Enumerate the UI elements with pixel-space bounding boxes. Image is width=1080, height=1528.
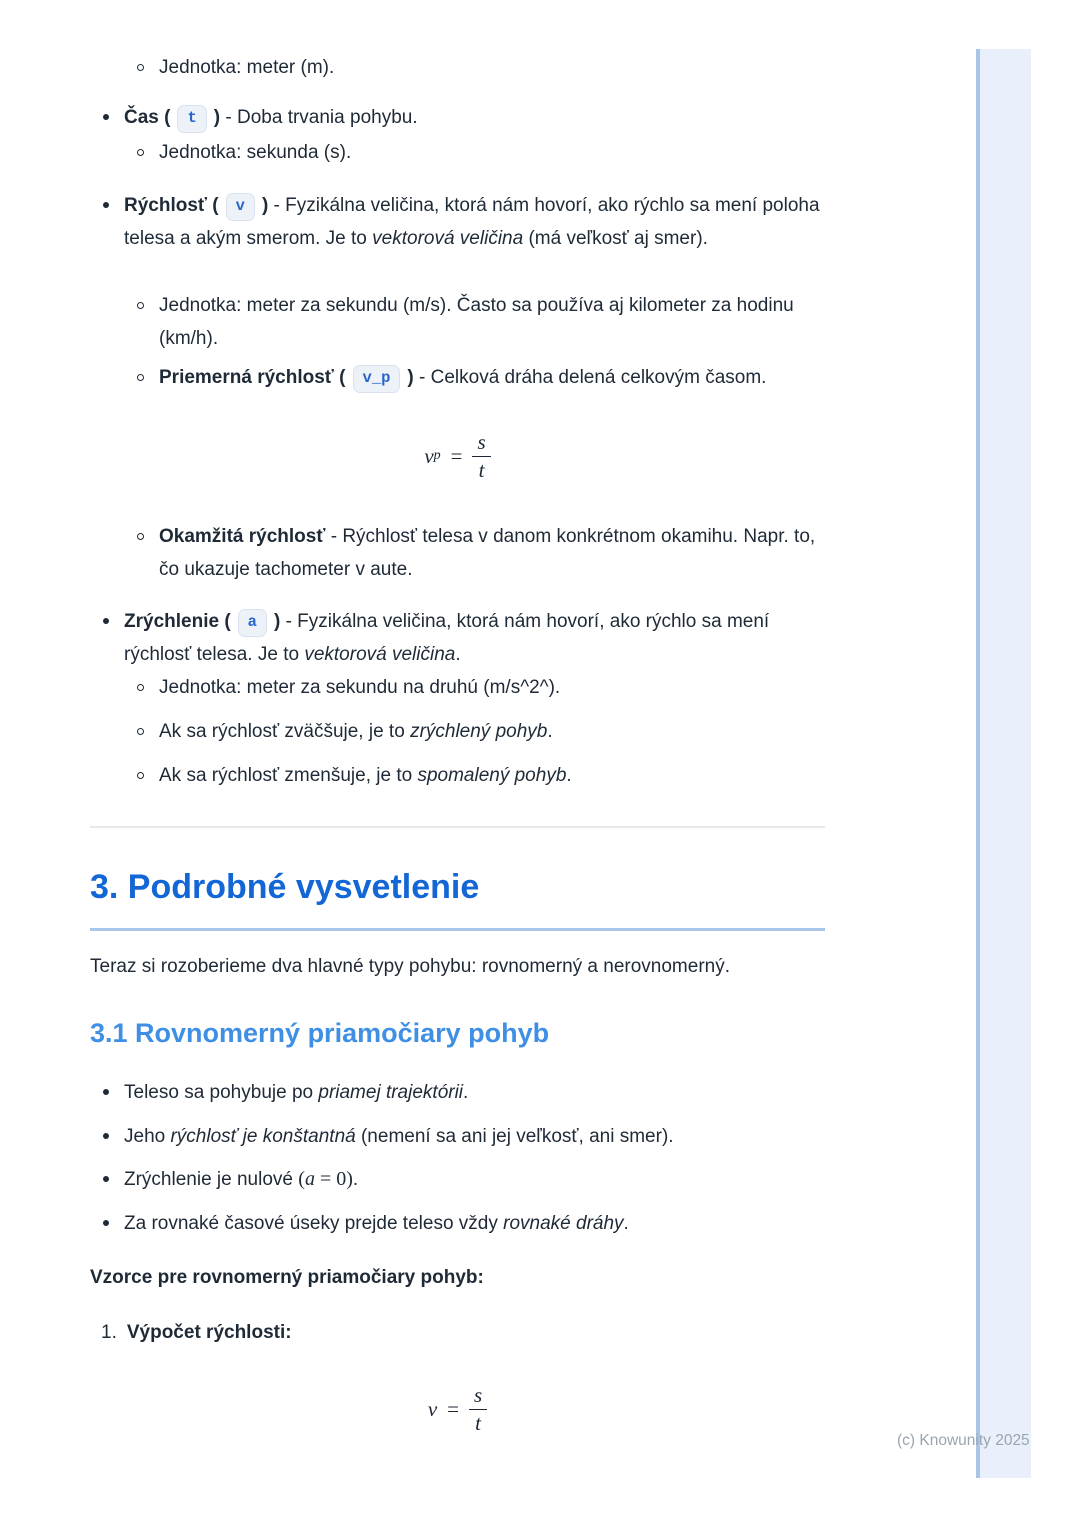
math-fraction bbox=[469, 1383, 487, 1436]
list-item-text bbox=[124, 1120, 825, 1153]
description: - Celková dráha delená celkovým časom. bbox=[413, 367, 767, 388]
list-item bbox=[90, 671, 825, 704]
subsection-heading: 3.1 Rovnomerný priamočiary pohyb bbox=[90, 1018, 550, 1048]
term-velocity: Rýchlosť ( bbox=[124, 195, 219, 216]
list-item-text: Jednotka: sekunda (s). bbox=[159, 142, 352, 163]
disc-bullet-icon bbox=[103, 1176, 109, 1182]
list-item bbox=[90, 361, 825, 394]
math-subscript: p bbox=[433, 448, 441, 464]
code-badge-t: t bbox=[177, 105, 206, 133]
description: Ak sa rýchlosť zmenšuje, je to bbox=[159, 765, 418, 786]
code-badge-v-p: v_p bbox=[353, 365, 401, 393]
list-item-label: Výpočet rýchlosti: bbox=[126, 1322, 292, 1343]
term-close: ) bbox=[261, 195, 269, 216]
disc-bullet-icon bbox=[103, 1220, 109, 1226]
description: - Fyzikálna veličina, ktorá nám hovorí, ako rýchlo sa mení rýchlosť telesa. Je to bbox=[124, 611, 770, 665]
list-item bbox=[90, 1076, 825, 1109]
description: Zrýchlenie je nulové bbox=[124, 1169, 299, 1190]
italic-term: spomalený pohyb bbox=[417, 765, 567, 786]
disc-bullet-icon bbox=[103, 202, 109, 208]
list-item-text bbox=[124, 605, 825, 671]
list-item bbox=[90, 1207, 825, 1240]
list-item-text bbox=[159, 361, 825, 394]
list-item bbox=[90, 715, 825, 748]
disc-bullet-icon bbox=[103, 1089, 109, 1095]
heading-underline bbox=[90, 928, 825, 931]
list-item-text bbox=[124, 1207, 825, 1240]
inline-math bbox=[298, 1168, 353, 1190]
disc-bullet-icon bbox=[103, 114, 109, 120]
list-item-text bbox=[159, 520, 825, 586]
list-item bbox=[90, 136, 825, 169]
description: . bbox=[623, 1213, 629, 1234]
math-numerator: s bbox=[469, 1383, 487, 1410]
disc-bullet-icon bbox=[103, 1133, 109, 1139]
list-item bbox=[90, 101, 825, 134]
list-item-text: Jednotka: meter za sekundu (m/s). Často sa používa aj kilometer za hodinu (km/h). bbox=[159, 295, 794, 349]
italic-term: vektorová veličina bbox=[372, 228, 524, 249]
circle-bullet-icon bbox=[137, 728, 144, 735]
description: . bbox=[352, 1169, 359, 1190]
description: (má veľkosť aj smer). bbox=[523, 228, 708, 249]
description: Teleso sa pohybuje po bbox=[124, 1082, 319, 1103]
term-instant-velocity: Okamžitá rýchlosť bbox=[159, 526, 326, 547]
list-item-text: Jednotka: meter (m). bbox=[159, 57, 335, 78]
intro-paragraph: Teraz si rozoberieme dva hlavné typy pohybu: rovnomerný a nerovnomerný. bbox=[90, 956, 730, 977]
math-paren: ( bbox=[298, 1168, 305, 1190]
math-denominator: t bbox=[478, 458, 485, 483]
term-close: ) bbox=[213, 107, 221, 128]
math-lhs: v bbox=[427, 1397, 438, 1422]
list-item bbox=[90, 289, 825, 355]
circle-bullet-icon bbox=[137, 533, 144, 540]
description: - Rýchlosť telesa v danom konkrétnom okamihu. Napr. to, čo ukazuje tachometer v aute. bbox=[159, 526, 816, 580]
description: - Fyzikálna veličina, ktorá nám hovorí, ako rýchlo sa mení poloha telesa a akým smerom. Je to bbox=[124, 195, 820, 249]
italic-term: zrýchlený pohyb bbox=[410, 721, 548, 742]
list-item bbox=[90, 1120, 825, 1153]
italic-term: rýchlosť je konštantná bbox=[170, 1126, 356, 1147]
description: - Doba trvania pohybu. bbox=[220, 107, 418, 128]
list-item bbox=[90, 51, 825, 84]
list-item bbox=[90, 759, 825, 792]
list-item-text bbox=[124, 189, 825, 255]
formulas-label: Vzorce pre rovnomerný priamočiary pohyb: bbox=[90, 1267, 484, 1288]
description: . bbox=[463, 1082, 469, 1103]
circle-bullet-icon bbox=[137, 684, 144, 691]
term-close: ) bbox=[273, 611, 281, 632]
list-item-text: Jednotka: meter za sekundu na druhú (m/s^2^). bbox=[159, 677, 561, 698]
list-item-text bbox=[124, 1076, 825, 1109]
term-time: Čas ( bbox=[124, 107, 171, 128]
circle-bullet-icon bbox=[137, 374, 144, 381]
list-item bbox=[90, 520, 825, 586]
formula-average-velocity bbox=[90, 430, 825, 483]
list-item bbox=[90, 189, 825, 255]
circle-bullet-icon bbox=[137, 149, 144, 156]
italic-term: priamej trajektórii bbox=[318, 1082, 464, 1103]
math-rest: = 0) bbox=[314, 1168, 353, 1190]
circle-bullet-icon bbox=[137, 772, 144, 779]
math-fraction bbox=[472, 430, 490, 483]
list-item bbox=[90, 605, 825, 671]
page-edge-bar bbox=[976, 49, 1031, 1478]
list-item-text bbox=[124, 1163, 825, 1196]
list-item-text bbox=[159, 759, 825, 792]
math-equals: = bbox=[450, 444, 463, 469]
math-denominator: t bbox=[475, 1411, 481, 1436]
description: . bbox=[566, 765, 572, 786]
term-acceleration: Zrýchlenie ( bbox=[124, 611, 231, 632]
section-divider bbox=[90, 826, 825, 828]
disc-bullet-icon bbox=[103, 618, 109, 624]
math-equals: = bbox=[447, 1397, 459, 1422]
math-lhs: v bbox=[424, 444, 434, 469]
code-badge-v: v bbox=[226, 193, 255, 221]
circle-bullet-icon bbox=[137, 302, 144, 309]
description: Jeho bbox=[124, 1126, 171, 1147]
circle-bullet-icon bbox=[137, 64, 144, 71]
list-number: 1. bbox=[101, 1322, 117, 1343]
ordered-list-item bbox=[90, 1316, 825, 1349]
italic-term: rovnaké dráhy bbox=[503, 1213, 624, 1234]
description: (nemení sa ani jej veľkosť, ani smer). bbox=[355, 1126, 674, 1147]
section-heading: 3. Podrobné vysvetlenie bbox=[90, 868, 480, 906]
math-var: a bbox=[304, 1168, 315, 1190]
formula-velocity bbox=[90, 1383, 825, 1436]
term-avg-velocity: Priemerná rýchlosť ( bbox=[159, 367, 346, 388]
code-badge-a: a bbox=[238, 609, 267, 637]
math-numerator: s bbox=[472, 430, 490, 457]
list-item-text bbox=[159, 715, 825, 748]
term-close: ) bbox=[407, 367, 414, 388]
watermark: (c) Knowunity 2025 bbox=[897, 1432, 1030, 1449]
italic-term: vektorová veličina bbox=[304, 644, 456, 665]
description: . bbox=[455, 644, 461, 665]
description: Za rovnaké časové úseky prejde teleso vždy bbox=[124, 1213, 504, 1234]
description: . bbox=[547, 721, 553, 742]
list-item bbox=[90, 1163, 825, 1196]
list-item-text bbox=[124, 101, 825, 134]
description: Ak sa rýchlosť zväčšuje, je to bbox=[159, 721, 411, 742]
